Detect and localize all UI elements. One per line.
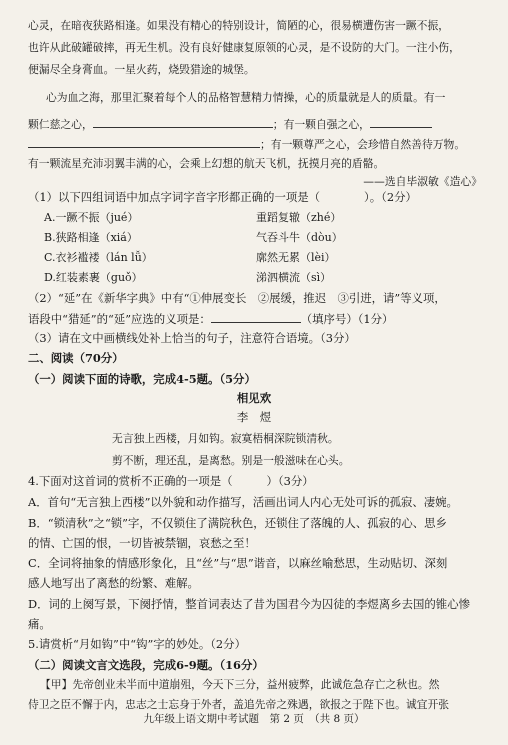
q1-option-b-left: B.狭路相逢（xiá）	[44, 231, 138, 244]
q4-option: 感人地写出了离愁的纷繁、难解。	[28, 576, 199, 590]
q1-option-b-right: 气吞斗牛（dòu）	[256, 231, 343, 244]
passage-text: ；有一颗尊严之心，会珍惜自然善待万物。	[260, 138, 466, 151]
q2-text: 语段中“猎延”的“延”应选的义项是：	[28, 312, 211, 326]
answer-blank[interactable]	[211, 311, 301, 323]
question-4-stem	[28, 474, 482, 489]
q4-option: C．全词将抽象的情感形象化，且“丝”与“思”谐音，以麻丝喻愁思，生动贴切、深刻	[28, 556, 448, 570]
q4-option: 痛。	[28, 617, 51, 631]
q4-option: 的情、亡国的恨，一切皆被禁锢，哀愁之至！	[28, 536, 256, 550]
q1-paren: ）	[364, 190, 370, 204]
passage-line: 便漏尽全身膏血。一星火药，烧毁猎途的城堡。	[28, 63, 255, 76]
q1-option-d-right: 涕泗横流（sì）	[256, 271, 332, 284]
q1-option-c-right: 廓然无累（lèi）	[256, 251, 336, 264]
q1-option-c-left: C.衣衫褴褛（lán lǚ）	[44, 251, 153, 264]
classical-text-line: 【甲】先帝创业未半而中道崩殂，今天下三分，益州疲弊，此诚危急存亡之秋也。然	[40, 678, 440, 691]
q4-text: 4.下面对这首词的赏析不正确的一项是（	[28, 474, 233, 488]
passage-source: ——选自毕淑敏《造心》	[363, 175, 482, 188]
answer-blank[interactable]	[93, 116, 273, 128]
poem-title: 相见欢	[236, 391, 272, 405]
q1-score: 。（2分）	[369, 190, 417, 204]
poem-line: 无言独上西楼，月如钩。寂寞梧桐深院锁清秋。	[112, 432, 339, 445]
poem-author: 李 煜	[236, 410, 272, 424]
q4-option: B．“锁清秋”之“锁”字，不仅锁住了满院秋色，还锁住了落魄的人、孤寂的心、思乡	[28, 516, 447, 530]
part-title: （一）阅读下面的诗歌，完成4-5题。（5分）	[28, 372, 256, 386]
q1-option-a-right: 重蹈复辙（zhé）	[256, 211, 342, 224]
passage-line: 也许从此破罐破摔，再无生机。没有良好健康复原领的心灵，是不设防的大门。一注小伤，	[28, 41, 460, 54]
section-title: 二、阅读（70分）	[28, 351, 124, 365]
passage-text: ；有一颗自强之心，	[272, 118, 370, 131]
passage-line: 心灵，在暗夜狭路相逢。如果没有精心的特别设计，简陋的心，很易横遭伤害一蹶不振，	[28, 19, 450, 32]
passage-fill-line	[28, 136, 482, 152]
question-2-line: （2）“延”在《新华字典》中有“①伸展变长 ②展缓，推迟 ③引进，请”等义项，	[28, 291, 446, 305]
q4-option: D．词的上阕写景，下阕抒情，整首词表达了昔为国君今为囚徒的李煜离乡去国的锥心惨	[28, 597, 470, 611]
q2-text: （填序号）（1分）	[300, 312, 394, 326]
q4-option: A．首句“无言独上西楼”以外貌和动作描写，活画出词人内心无处可诉的孤寂、凄婉。	[28, 495, 458, 509]
answer-blank[interactable]	[28, 136, 260, 148]
q1-option-d-left: D.红装素裹（guǒ）	[44, 271, 143, 284]
q4-text: ）（3分）	[266, 474, 314, 488]
question-5-line: 5.请赏析“月如钩”中“钩”字的妙处。（2分）	[28, 637, 246, 651]
passage-fill-line	[28, 116, 482, 132]
q1-text: （1）以下四组词语中加点字词字音字形都正确的一项是	[28, 190, 309, 204]
passage-line: 有一颗流星充沛羽翼丰满的心，会乘上幻想的航天飞机，抚摸月亮的盾骼。	[28, 157, 385, 170]
q1-option-a-left: A.一蹶不振（jué）	[44, 211, 139, 224]
passage-text: 颗仁慈之心，	[28, 118, 93, 131]
page-footer: 九年级上语文期中考试题 第 2 页 （共 8 页）	[143, 713, 365, 725]
passage-line: 心为血之海，那里汇聚着每个人的品格智慧精力情操，心的质量就是人的质量。有一	[46, 91, 446, 104]
poem-line: 剪不断，理还乱，是离愁。别是一般滋味在心头。	[112, 454, 350, 467]
q1-paren: （	[308, 190, 321, 204]
classical-text-line: 侍卫之臣不懈于内，忠志之士忘身于外者，盖追先帝之殊遇，欲报之于陛下也。诚宜开张	[28, 698, 450, 711]
answer-blank[interactable]	[370, 116, 432, 128]
question-3-line: （3）请在文中画横线处补上恰当的句子，注意符合语境。（3分）	[28, 331, 356, 345]
question-2-line	[28, 311, 482, 327]
part-title: （二）阅读文言文选段，完成6-9题。（16分）	[28, 658, 264, 672]
question-1-stem	[28, 190, 482, 205]
